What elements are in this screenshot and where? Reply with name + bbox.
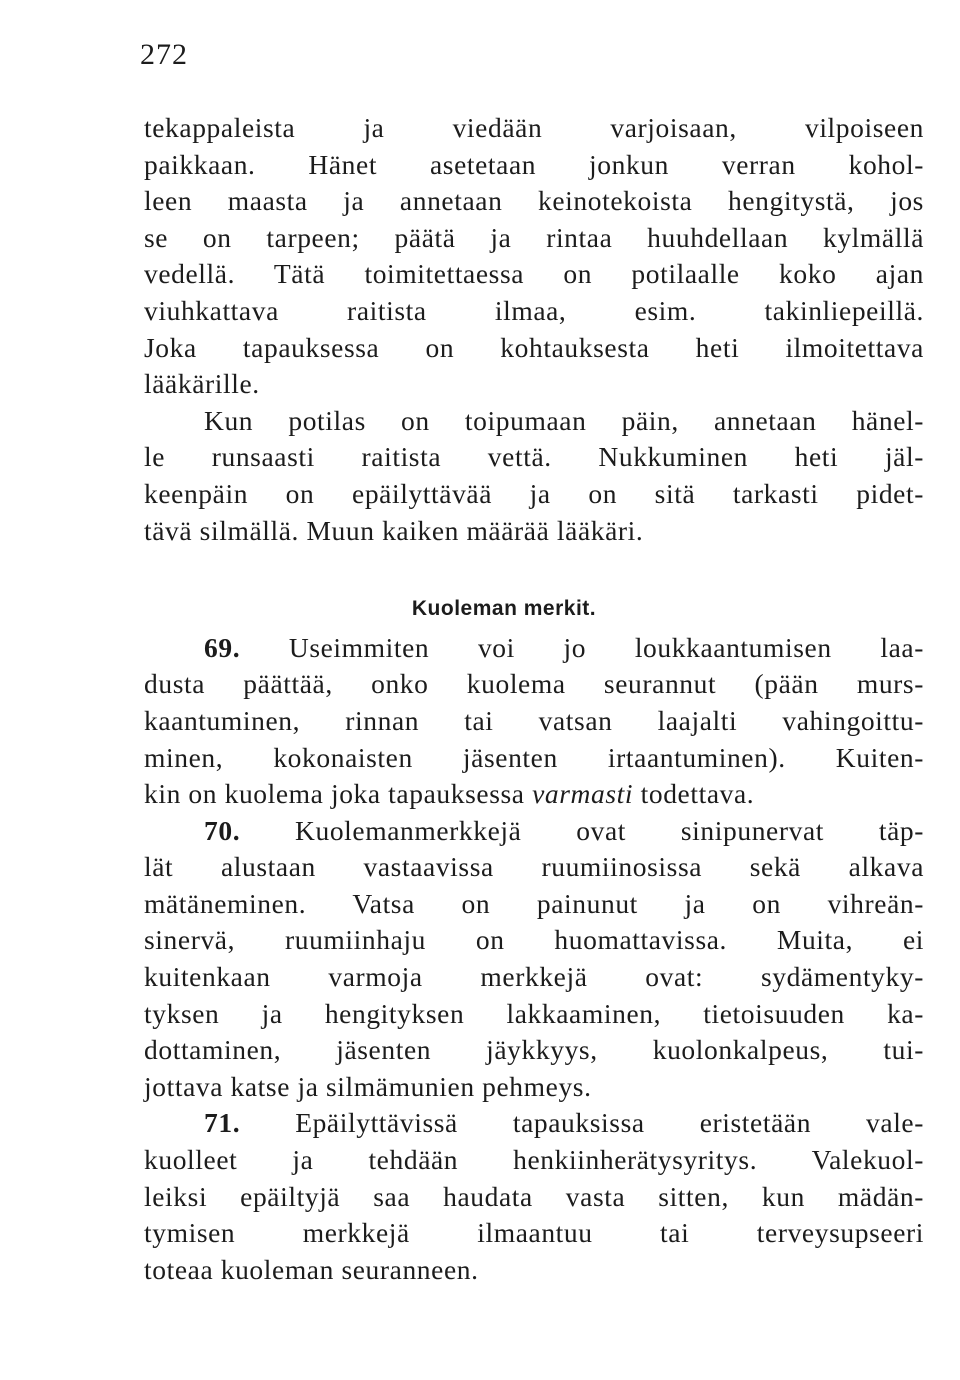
section-first-text: Useimmiten voi jo loukkaantumisen laa- (288, 631, 924, 663)
section-first-text: Kuolemanmerkkejä ovat sinipunervat täp- (295, 814, 924, 846)
section-number: 70. (204, 814, 241, 846)
text-line: minen, kokonaisten jäsenten irtaantuminen). Kuiten- (144, 741, 924, 773)
text-run: todettava. (633, 778, 755, 810)
text-line: leiksi epäiltyjä saa haudata vasta sitten, kun mädän- (144, 1180, 924, 1212)
section-number: 69. (204, 631, 241, 663)
numbered-section (144, 630, 924, 813)
text-line: le runsaasti raitista vettä. Nukkuminen heti jäl- (144, 441, 924, 473)
text-line: dottaminen, jäsenten jäykkyys, kuolonkalpeus, tui- (144, 1034, 924, 1066)
text-line: keenpäin on epäilyttävää ja on sitä tarkasti pidet- (144, 477, 924, 509)
text-line: tekappaleista ja viedään varjoisaan, vilpoiseen (144, 112, 924, 143)
paragraph (144, 403, 924, 549)
text-line: Joka tapauksessa on kohtauksesta heti ilmoitettava (144, 331, 924, 363)
numbered-section (144, 813, 924, 1106)
text-line: lät alustaan vastaavissa ruumiinosissa sekä alkava (144, 851, 924, 883)
text-run: kin on kuolema joka tapauksessa (144, 778, 533, 810)
text-line: mätäneminen. Vatsa on painunut ja on vihreän- (144, 887, 924, 919)
text-line: lääkärille. (144, 368, 260, 400)
text-line: leen maasta ja annetaan keinotekoista hengitystä, jos (144, 185, 924, 217)
text-line: kaantuminen, rinnan tai vatsan laajalti vahingoittu- (144, 704, 924, 736)
text-line: kuolleet ja tehdään henkiinherätysyritys. Valekuol- (144, 1144, 924, 1176)
emphasized-word: varmasti (532, 778, 634, 810)
text-line: viuhkattava raitista ilmaa, esim. takinliepeillä. (144, 294, 924, 326)
text-line (144, 813, 924, 850)
text-line (144, 1105, 924, 1142)
text-line: Kun potilas on toipumaan päin, annetaan hänel- (204, 404, 924, 436)
numbered-section (144, 1105, 924, 1288)
text-line: vedellä. Tätä toimitettaessa on potilaalle koko ajan (144, 258, 924, 290)
text-line (144, 630, 924, 667)
text-line: sinervä, ruumiinhaju on huomattavissa. Muita, ei (144, 924, 924, 956)
text-line: jottava katse ja silmämunien pehmeys. (144, 1070, 592, 1102)
section-first-text: Epäilyttävissä tapauksissa eristetään vale- (295, 1107, 924, 1139)
text-line: tyksen ja hengityksen lakkaaminen, tietoisuuden ka- (144, 997, 924, 1029)
text-line: toteaa kuoleman seuranneen. (144, 1253, 479, 1285)
text-line: dusta päättää, onko kuolema seurannut (pään murs- (144, 668, 924, 700)
page-text (144, 110, 924, 1288)
text-line: tymisen merkkejä ilmaantuu tai terveysupseeri (144, 1217, 924, 1249)
page-number: 272 (140, 38, 188, 71)
section-number: 71. (204, 1107, 241, 1139)
section-heading: Kuoleman merkit. (411, 597, 597, 621)
paragraph (144, 110, 924, 403)
text-line: kuitenkaan varmoja merkkejä ovat: sydämentyky- (144, 961, 924, 993)
text-line: paikkaan. Hänet asetetaan jonkun verran kohol- (144, 148, 924, 180)
text-line: tävä silmällä. Muun kaiken määrää lääkäri. (144, 514, 644, 546)
text-line: se on tarpeen; päätä ja rintaa huuhdellaan kylmällä (144, 221, 924, 253)
text-line (144, 776, 924, 813)
